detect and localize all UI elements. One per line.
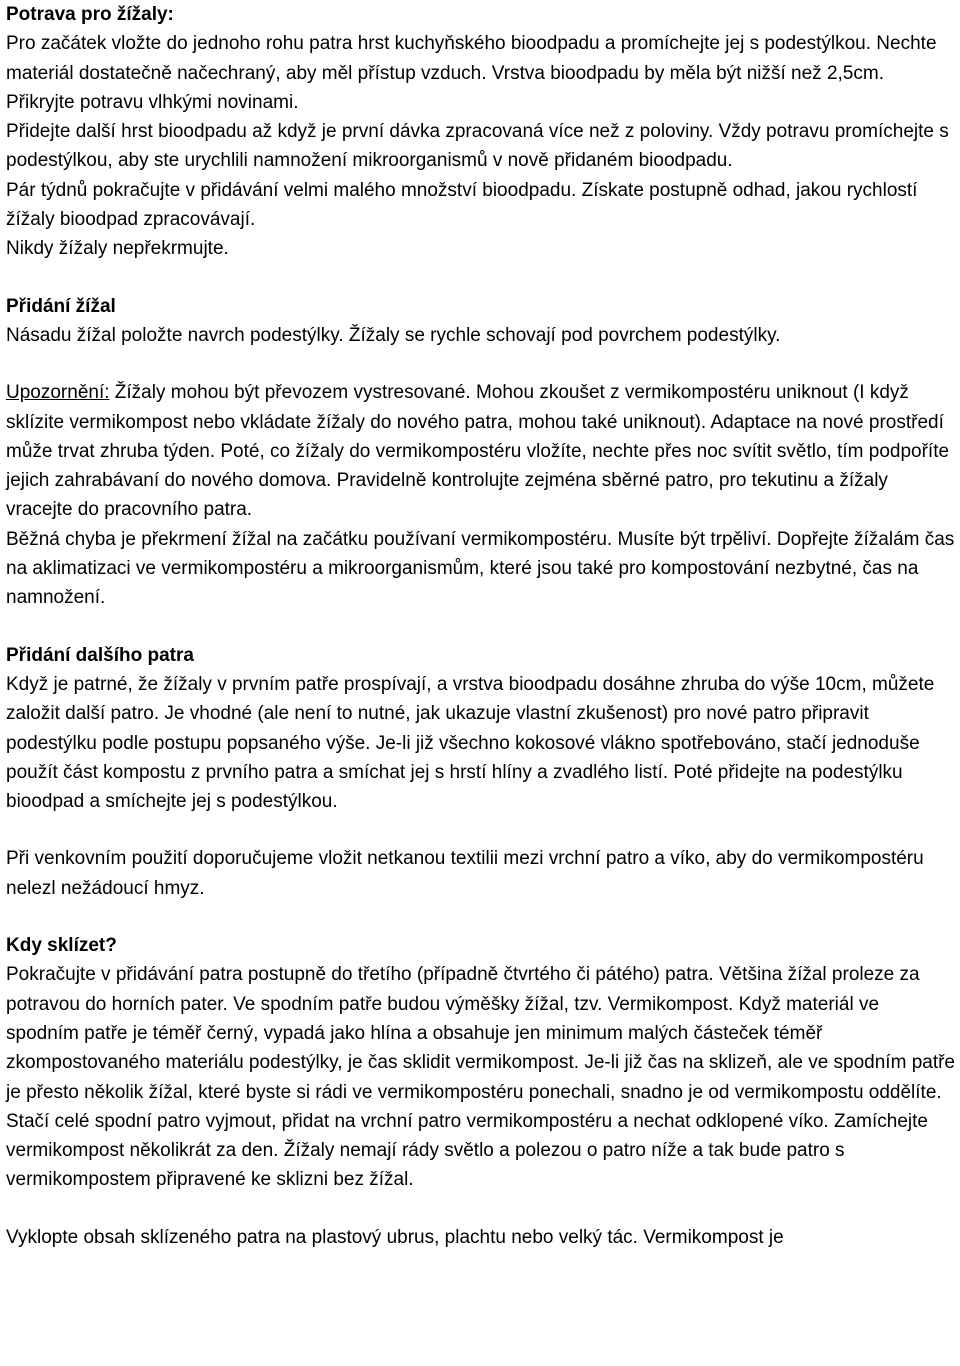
spacer	[6, 1195, 956, 1223]
paragraph-potrava-5: Nikdy žížaly nepřekrmujte.	[6, 238, 229, 260]
document-body	[6, 0, 956, 1252]
paragraph-dalsi-patro-1: Když je patrné, že žížaly v prvním patře prospívají, a vrstva bioodpadu dosáhne zhruba do výše 10cm, můžete založit další patro. Je vhodné (ale není to nutné, jak ukazuje vlastní zkušenost) pro nové patro připravit podestýlku podle postupu popsaného výše. Je-li již všechno kokosové vlákno spotřebováno, stačí jednoduše použít část kompostu z prvního patra a smíchat jej s hrstí hlíny a zvadlého listí. Poté přidejte na podestýlku bioodpad a smíchejte jej s podestýlkou.	[6, 673, 935, 813]
heading-pridani-zizal: Přidání žížal	[6, 295, 116, 317]
spacer	[6, 903, 956, 931]
spacer	[6, 816, 956, 844]
paragraph-potrava-2: Přikryjte potravu vlhkými novinami.	[6, 91, 299, 113]
spacer	[6, 264, 956, 292]
paragraph-potrava-4: Pár týdnů pokračujte v přidávání velmi malého množství bioodpadu. Získate postupně odhad, jakou rychlostí žížaly bioodpad zpracovávají.	[6, 179, 918, 231]
paragraph-pridani-zizal: Násadu žížal položte navrch podestýlky. Žížaly se rychle schovají pod povrchem podestýlky.	[6, 324, 781, 346]
heading-kdy-sklizet: Kdy sklízet?	[6, 935, 117, 957]
heading-dalsi-patro: Přidání dalšího patra	[6, 644, 194, 666]
heading-potrava: Potrava pro žížaly:	[6, 4, 174, 25]
paragraph-bezna-chyba: Běžná chyba je překrmení žížal na začátku používaní vermikompostéru. Musíte být trpěliví. Dopřejte žížalám čas na aklimatizaci ve vermikompostéru a mikroorganismům, které jsou také pro kompostování nezbytné, čas na namnožení.	[6, 528, 955, 609]
paragraph-upozorneni	[6, 378, 956, 524]
paragraph-kdy-sklizet-2: Vyklopte obsah sklízeného patra na plastový ubrus, plachtu nebo velký tác. Vermikompost je	[6, 1226, 784, 1248]
spacer	[6, 613, 956, 641]
warning-label: Upozornění:	[6, 382, 110, 404]
paragraph-potrava-1: Pro začátek vložte do jednoho rohu patra hrst kuchyňského bioodpadu a promíchejte jej s podestýlkou. Nechte materiál dostatečně načechraný, aby měl přístup vzduch. Vrstva bioodpadu by měla být nižší než 2,5cm.	[6, 33, 937, 84]
spacer	[6, 350, 956, 378]
warning-text: Žížaly mohou být převozem vystresované. Mohou zkoušet z vermikompostéru uniknout (I když sklízite vermikompost nebo vkládate žížaly do nového patra, mohou také uniknout). Adaptace na nové prostředí může trvat zhruba týden. Poté, co žížaly do vermikompostéru vložíte, nechte přes noc svítit světlo, tím podpoříte jejich zahrabávaní do nového domova. Pravidelně kontrolujte zejména sběrné patro, pro tekutinu a žížaly vracejte do pracovního patra.	[6, 382, 950, 521]
paragraph-dalsi-patro-2: Při venkovním použití doporučujeme vložit netkanou textilii mezi vrchní patro a víko, aby do vermikompostéru nelezl nežádoucí hmyz.	[6, 848, 924, 899]
paragraph-kdy-sklizet-1: Pokračujte v přidávání patra postupně do třetího (případně čtvrtého či pátého) patra. Většina žížal proleze za potravou do horních pater. Ve spodním patře budou výměšky žížal, tzv. Vermikompost. Když materiál ve spodním patře je téměř černý, vypadá jako hlína a obsahuje jen minimum malých částeček téměř zkompostovaného materiálu podestýlky, je čas sklidit vermikompost. Je-li již čas na sklizeň, ale ve spodním patře je přesto několik žížal, které byste si rádi ve vermikompostéru ponechali, snadno je od vermikompostu oddělíte. Stačí celé spodní patro vyjmout, přidat na vrchní patro vermikompostéru a nechat odklopené víko. Zamíchejte vermikompost několikrát za den. Žížaly nemají rády světlo a polezou o patro níže a tak bude patro s vermikompostem připravené ke sklizni bez žížal.	[6, 964, 955, 1191]
paragraph-potrava-3: Přidejte další hrst bioodpadu až když je první dávka zpracovaná více než z poloviny. Vždy potravu promíchejte s podestýlkou, aby ste urychlili namnožení mikroorganismů v nově přidaném bioodpadu.	[6, 121, 949, 172]
